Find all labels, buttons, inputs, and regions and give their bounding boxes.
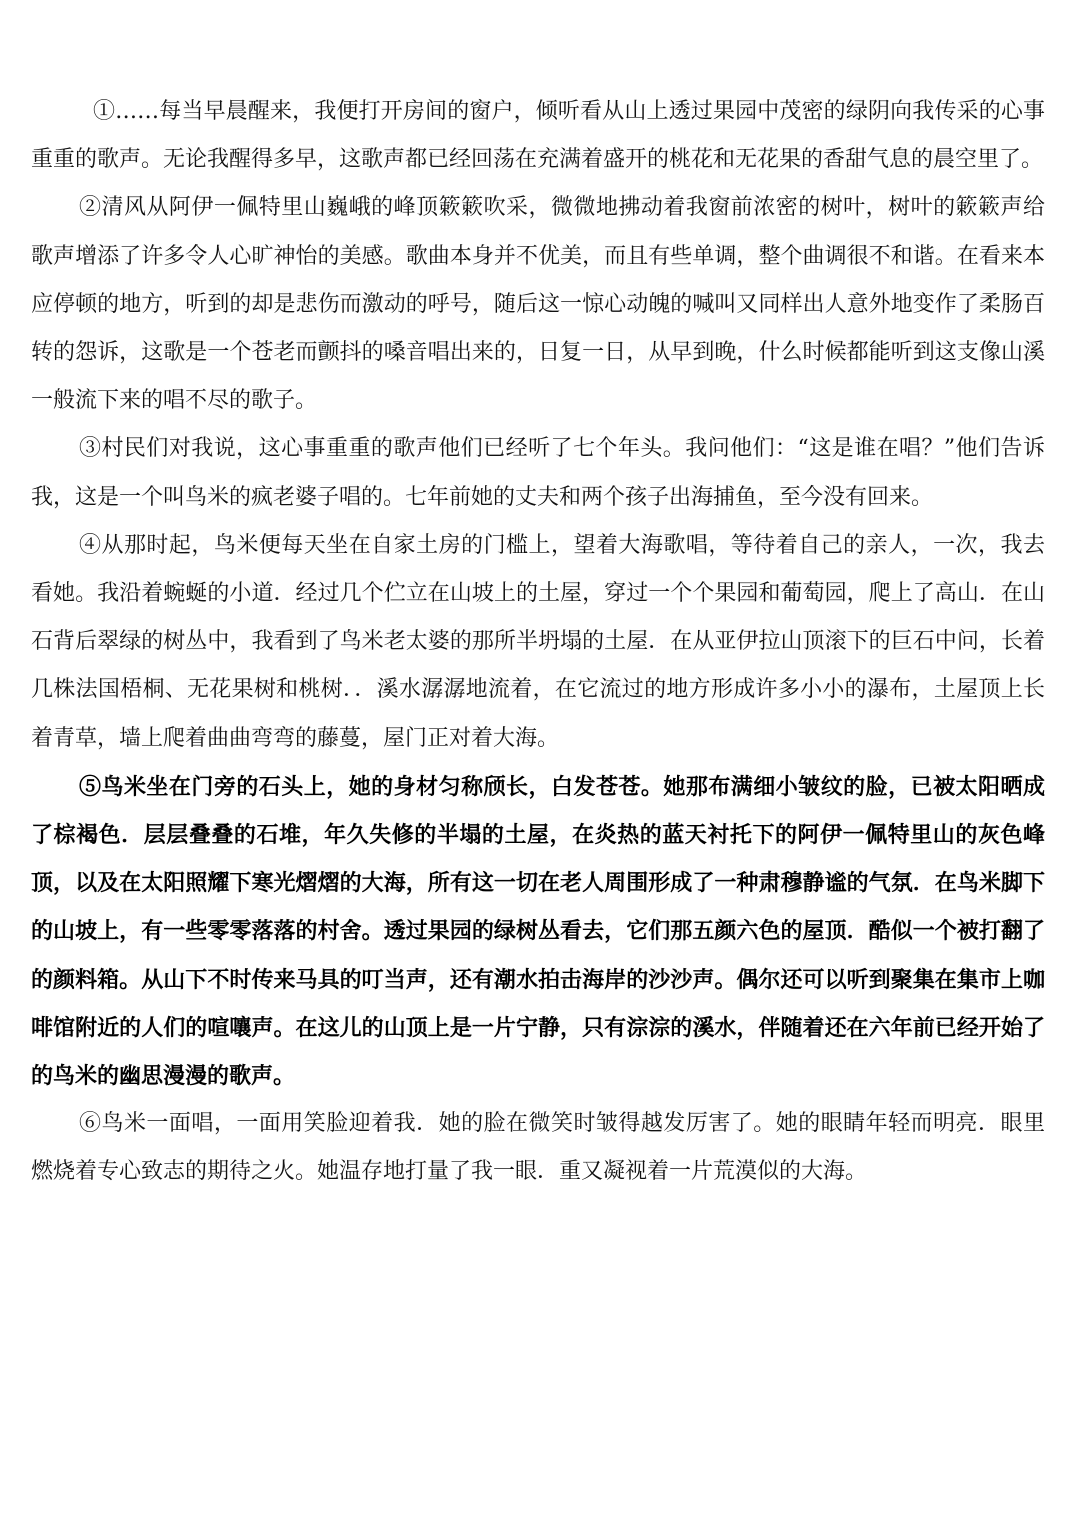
paragraph-6: ⑥鸟米一面唱，一面用笑脸迎着我．她的脸在微笑时皱得越发厉害了。她的眼睛年轻而明亮．眼里燃烧着专心致志的期待之火。她温存地打量了我一眼．重又凝视着一片荒漠似的大海。 [31,1111,1045,1185]
article-body [31,88,1045,1197]
paragraph-5-bold: ⑤鸟米坐在门旁的石头上，她的身材匀称颀长，白发苍苍。她那布满细小皱纹的脸，已被太阳晒成了棕褐色．层层叠叠的石堆，年久失修的半塌的土屋，在炎热的蓝天衬托下的阿伊一佩特里山的灰色峰顶，以及在太阳照耀下寒光熠熠的大海，所有这一切在老人周围形成了一种肃穆静谧的气氛．在鸟米脚下的山坡上，有一些零零落落的村舍。透过果园的绿树丛看去，它们那五颜六色的屋顶．酷似一个被打翻了的颜料箱。从山下不时传来马具的叮当声，还有潮水拍击海岸的沙沙声。偶尔还可以听到聚集在集市上咖啡馆附近的人们的喧嚷声。在这儿的山顶上是一片宁静，只有淙淙的溪水，伴随着还在六年前已经开始了的鸟米的幽思漫漫的歌声。 [31,773,1045,1090]
paragraph-1: ①……每当早晨醒来，我便打开房间的窗户，倾听看从山上透过果园中茂密的绿阴向我传采的心事重重的歌声。无论我醒得多早，这歌声都已经回荡在充满着盛开的桃花和无花果的香甜气息的晨空里了。 [31,99,1045,173]
paragraph-3: ③村民们对我说，这心事重重的歌声他们已经听了七个年头。我问他们：“这是谁在唱？”他们告诉我，这是一个叫鸟米的疯老婆子唱的。七年前她的丈夫和两个孩子出海捕鱼，至今没有回来。 [31,436,1045,510]
paragraph-2: ②清风从阿伊一佩特里山巍峨的峰顶簌簌吹采，微微地拂动着我窗前浓密的树叶，树叶的簌簌声给歌声增添了许多令人心旷神怡的美感。歌曲本身并不优美，而且有些单调，整个曲调很不和谐。在看来本应停顿的地方，听到的却是悲伤而激动的呼号，随后这一惊心动魄的喊叫又同样出人意外地变作了柔肠百转的怨诉，这歌是一个苍老而颤抖的嗓音唱出来的，日复一日，从早到晚，什么时候都能听到这支像山溪一般流下来的唱不尽的歌子。 [31,195,1045,414]
paragraph-4: ④从那时起，鸟米便每天坐在自家土房的门槛上，望着大海歌唱，等待着自己的亲人，一次，我去看她。我沿着蜿蜒的小道．经过几个伫立在山坡上的土屋，穿过一个个果园和葡萄园，爬上了高山．在山石背后翠绿的树丛中，我看到了鸟米老太婆的那所半坍塌的土屋．在从亚伊拉山顶滚下的巨石中问，长着几株法国梧桐、无花果树和桃树．．溪水潺潺地流着，在它流过的地方形成许多小小的瀑布，土屋顶上长着青草，墙上爬着曲曲弯弯的藤蔓，屋门正对着大海。 [31,532,1045,751]
